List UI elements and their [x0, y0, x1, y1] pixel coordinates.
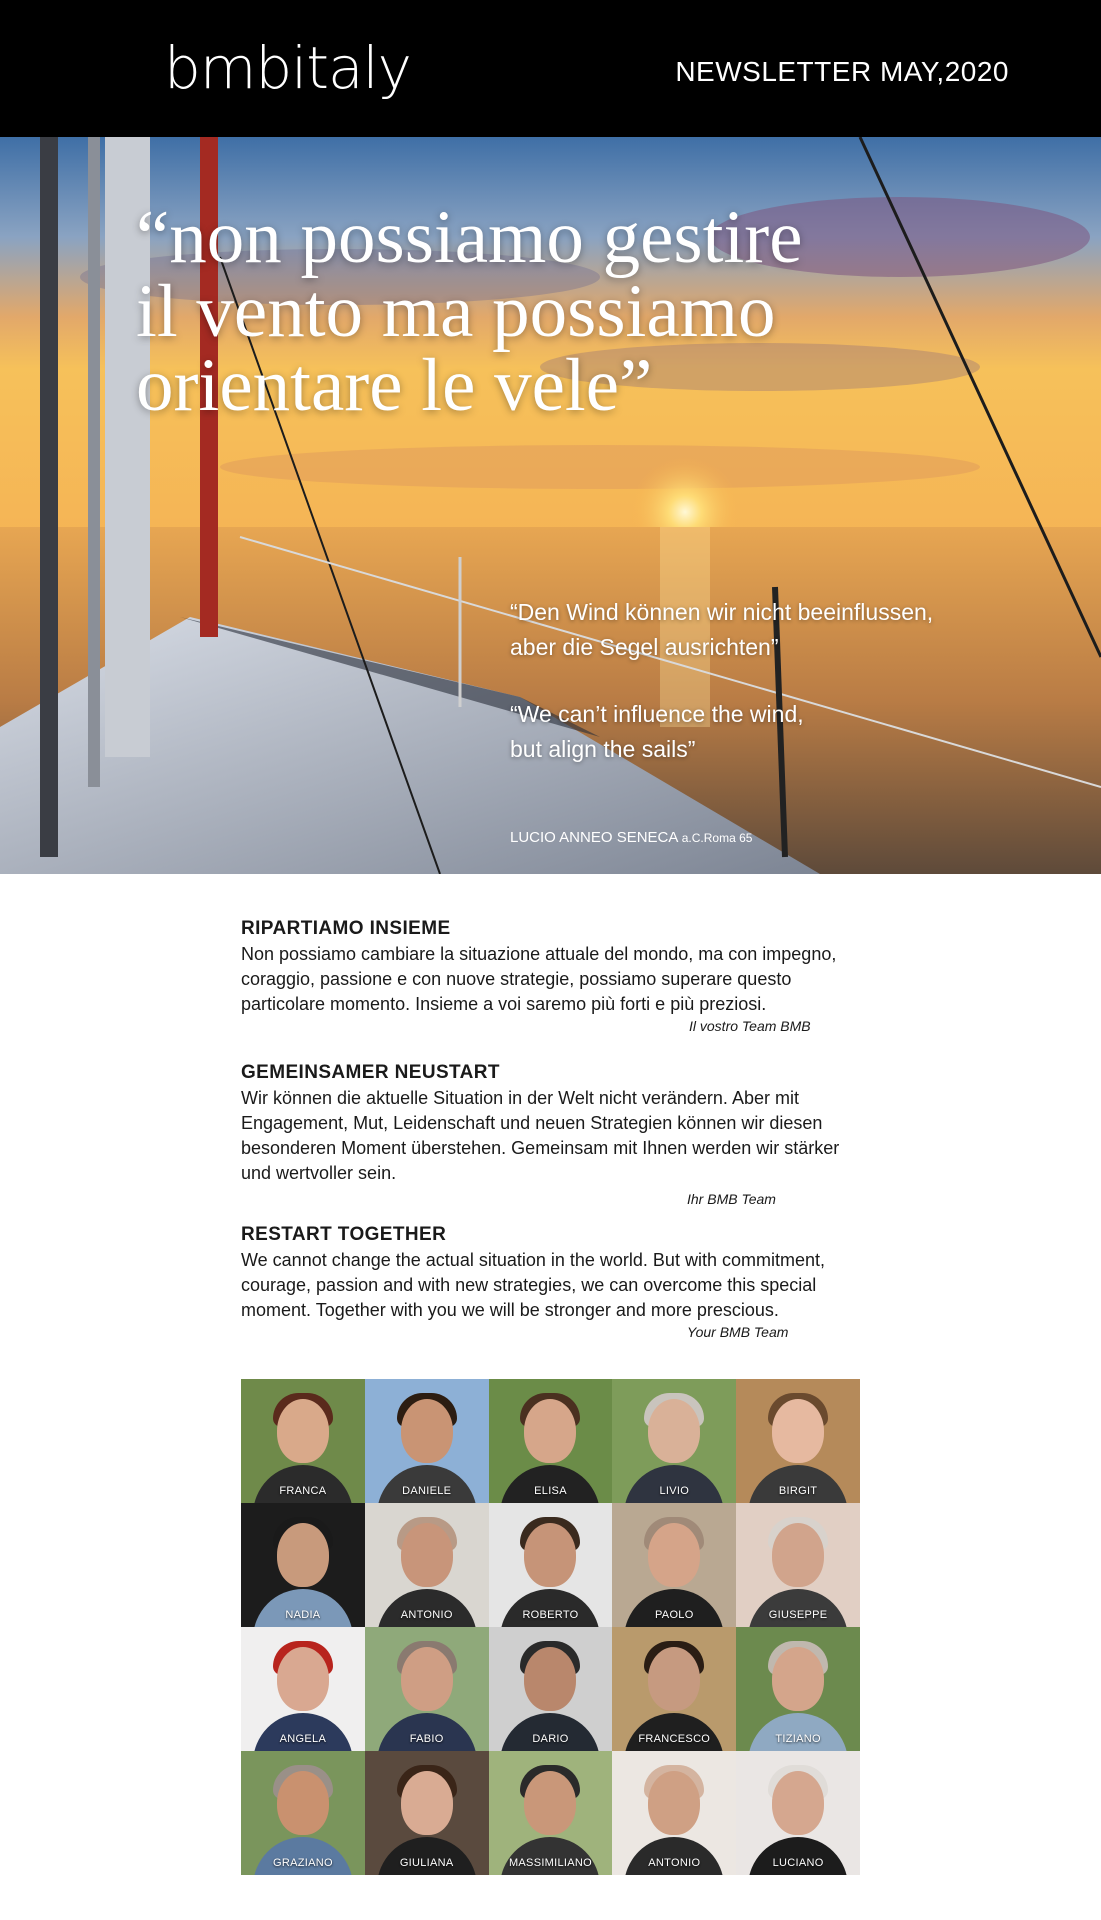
member-face	[524, 1647, 576, 1711]
team-member-tile	[365, 1503, 489, 1627]
member-name: LUCIANO	[772, 1857, 824, 1869]
quote-english	[510, 697, 804, 767]
member-name: FRANCA	[279, 1485, 327, 1497]
member-name: ROBERTO	[522, 1609, 579, 1621]
team-member-tile	[365, 1379, 489, 1503]
member-face	[401, 1647, 453, 1711]
member-name: GIUSEPPE	[768, 1609, 828, 1621]
member-name: BIRGIT	[778, 1485, 818, 1497]
section-signature: Ihr BMB Team	[687, 1191, 776, 1207]
member-face	[648, 1771, 700, 1835]
member-face	[772, 1523, 824, 1587]
member-shoulders	[253, 1589, 353, 1627]
quote-attribution	[510, 829, 752, 846]
member-shoulders	[377, 1589, 477, 1627]
member-shoulders	[253, 1713, 353, 1751]
section-signature: Il vostro Team BMB	[689, 1018, 811, 1034]
team-member-tile	[612, 1379, 736, 1503]
member-shoulders	[500, 1713, 600, 1751]
attribution-date: a.C.Roma 65	[681, 831, 753, 845]
member-name: ANTONIO	[648, 1857, 701, 1869]
member-face	[648, 1399, 700, 1463]
section-body: We cannot change the actual situation in the world. But with commitment, courage, passion and with new strategies, we can overcome this special moment. Together with you we will be stronger and more prescious.	[241, 1250, 825, 1320]
quote-line: il vento ma possiamo	[136, 270, 776, 353]
team-photo-grid	[241, 1379, 860, 1875]
member-shoulders	[748, 1713, 848, 1751]
member-name: DARIO	[532, 1733, 569, 1745]
hero-quote-italian	[136, 196, 976, 427]
team-member-tile	[612, 1627, 736, 1751]
member-face	[524, 1771, 576, 1835]
team-member-tile	[365, 1627, 489, 1751]
team-member-tile	[241, 1627, 365, 1751]
team-member-tile	[736, 1751, 860, 1875]
quote-line: but align the sails”	[510, 736, 696, 762]
team-member-tile	[489, 1627, 613, 1751]
quote-line: “non possiamo gestire	[136, 196, 803, 279]
newsletter-date: NEWSLETTER MAY,2020	[675, 56, 1009, 87]
section-body: Non possiamo cambiare la situazione attuale del mondo, ma con impegno, coraggio, passione e con nuove strategie, possiamo superare questo particolare momento. Insieme a voi saremo più forti e più preziosi.	[241, 944, 837, 1014]
team-member-tile	[736, 1627, 860, 1751]
member-name: PAOLO	[654, 1609, 694, 1621]
section-german	[241, 1062, 861, 1207]
brand-logo[interactable]: bmbitaly	[164, 34, 411, 102]
member-face	[524, 1523, 576, 1587]
team-member-tile	[241, 1503, 365, 1627]
member-face	[401, 1771, 453, 1835]
member-shoulders	[377, 1465, 477, 1503]
team-member-tile	[736, 1379, 860, 1503]
section-heading: RESTART TOGETHER	[241, 1224, 447, 1245]
member-shoulders	[377, 1713, 477, 1751]
team-member-tile	[489, 1503, 613, 1627]
member-face	[648, 1647, 700, 1711]
member-face	[772, 1399, 824, 1463]
member-name: GRAZIANO	[272, 1857, 333, 1869]
member-face	[648, 1523, 700, 1587]
team-member-tile	[365, 1751, 489, 1875]
member-shoulders	[748, 1837, 848, 1875]
member-name: ANTONIO	[400, 1609, 453, 1621]
team-member-tile	[241, 1379, 365, 1503]
member-shoulders	[500, 1465, 600, 1503]
member-face	[277, 1523, 329, 1587]
member-face	[772, 1647, 824, 1711]
member-face	[277, 1647, 329, 1711]
quote-line: “We can’t influence the wind,	[510, 701, 804, 727]
team-member-tile	[612, 1751, 736, 1875]
member-name: ANGELA	[279, 1733, 327, 1745]
member-name: NADIA	[285, 1609, 321, 1621]
team-member-tile	[489, 1751, 613, 1875]
member-shoulders	[624, 1837, 724, 1875]
member-shoulders	[748, 1589, 848, 1627]
section-heading: GEMEINSAMER NEUSTART	[241, 1062, 500, 1083]
member-face	[401, 1399, 453, 1463]
team-member-tile	[612, 1503, 736, 1627]
member-face	[401, 1523, 453, 1587]
member-name: ELISA	[534, 1485, 567, 1497]
member-face	[277, 1771, 329, 1835]
member-name: MASSIMILIANO	[508, 1857, 593, 1869]
member-shoulders	[377, 1837, 477, 1875]
member-name: LIVIO	[659, 1485, 690, 1497]
newsletter-header	[0, 0, 1101, 137]
quote-line: “Den Wind können wir nicht beeinflussen,	[510, 599, 934, 625]
team-member-tile	[241, 1751, 365, 1875]
member-shoulders	[624, 1589, 724, 1627]
quote-german	[510, 595, 933, 665]
member-shoulders	[500, 1589, 600, 1627]
member-shoulders	[624, 1713, 724, 1751]
member-shoulders	[253, 1465, 353, 1503]
member-name: FRANCESCO	[638, 1733, 711, 1745]
member-shoulders	[748, 1465, 848, 1503]
attribution-author: LUCIO ANNEO SENECA	[510, 829, 678, 846]
member-shoulders	[253, 1837, 353, 1875]
member-name: DANIELE	[402, 1485, 452, 1497]
team-member-tile	[489, 1379, 613, 1503]
hero-banner	[0, 137, 1101, 874]
section-english	[241, 1224, 861, 1340]
member-name: FABIO	[409, 1733, 444, 1745]
member-shoulders	[500, 1837, 600, 1875]
member-shoulders	[624, 1465, 724, 1503]
section-heading: RIPARTIAMO INSIEME	[241, 918, 451, 939]
team-member-tile	[736, 1503, 860, 1627]
section-italian	[241, 918, 861, 1034]
section-body: Wir können die aktuelle Situation in der Welt nicht verändern. Aber mit Engagement, Mut, Leidenschaft und neuen Strategien können wir diesen besonderen Moment überstehen. Gemeinsam mit Ihnen werden wir stärker und wertvoller sein.	[241, 1088, 840, 1183]
member-name: GIULIANA	[399, 1857, 454, 1869]
section-signature: Your BMB Team	[687, 1324, 789, 1340]
member-face	[277, 1399, 329, 1463]
quote-line: orientare le vele”	[136, 344, 653, 427]
member-name: TIZIANO	[775, 1733, 821, 1745]
member-face	[772, 1771, 824, 1835]
quote-line: aber die Segel ausrichten”	[510, 634, 779, 660]
member-face	[524, 1399, 576, 1463]
